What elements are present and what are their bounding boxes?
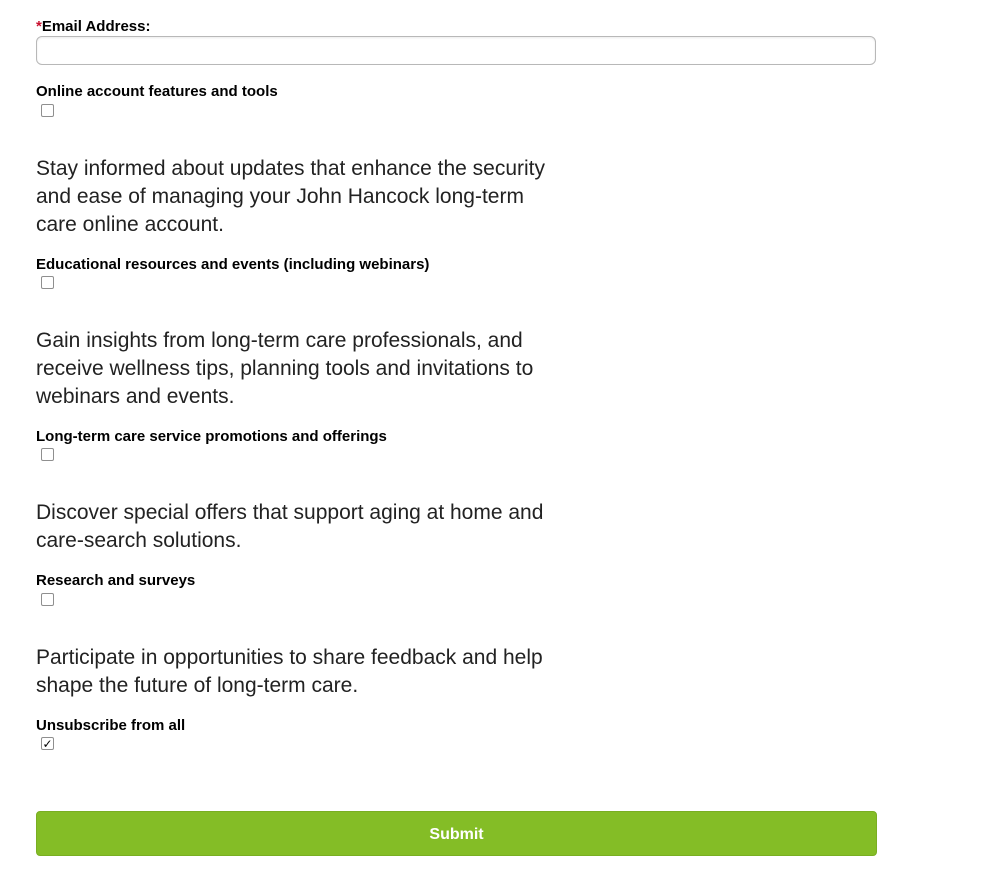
checkbox-research-surveys[interactable] bbox=[41, 593, 54, 606]
email-label bbox=[36, 18, 151, 36]
option-label-educational-resources: Educational resources and events (including webinars) bbox=[36, 256, 430, 273]
option-label-online-account: Online account features and tools bbox=[36, 83, 278, 100]
option-description-online-account: Stay informed about updates that enhance the security and ease of managing your John Hancock long-term care online account. bbox=[36, 157, 545, 236]
option-label-research-surveys: Research and surveys bbox=[36, 572, 196, 589]
email-input[interactable] bbox=[36, 36, 876, 65]
checkmark-icon: ✓ bbox=[42, 736, 53, 751]
unsubscribe-label: Unsubscribe from all bbox=[36, 717, 186, 734]
checkbox-educational-resources[interactable] bbox=[41, 276, 54, 289]
required-mark: * bbox=[36, 18, 42, 35]
checkbox-unsubscribe-all[interactable] bbox=[41, 737, 54, 750]
submit-button[interactable]: Submit bbox=[36, 811, 877, 856]
checkbox-online-account[interactable] bbox=[41, 104, 54, 117]
option-description-educational-resources: Gain insights from long-term care professionals, and receive wellness tips, planning tools and invitations to webinars and events. bbox=[36, 329, 534, 408]
option-label-service-promotions: Long-term care service promotions and offerings bbox=[36, 428, 387, 445]
option-description-service-promotions: Discover special offers that support aging at home and care-search solutions. bbox=[36, 501, 544, 552]
option-description-research-surveys: Participate in opportunities to share feedback and help shape the future of long-term care. bbox=[36, 646, 543, 697]
checkbox-service-promotions[interactable] bbox=[41, 448, 54, 461]
email-label-text: Email Address: bbox=[41, 18, 151, 35]
